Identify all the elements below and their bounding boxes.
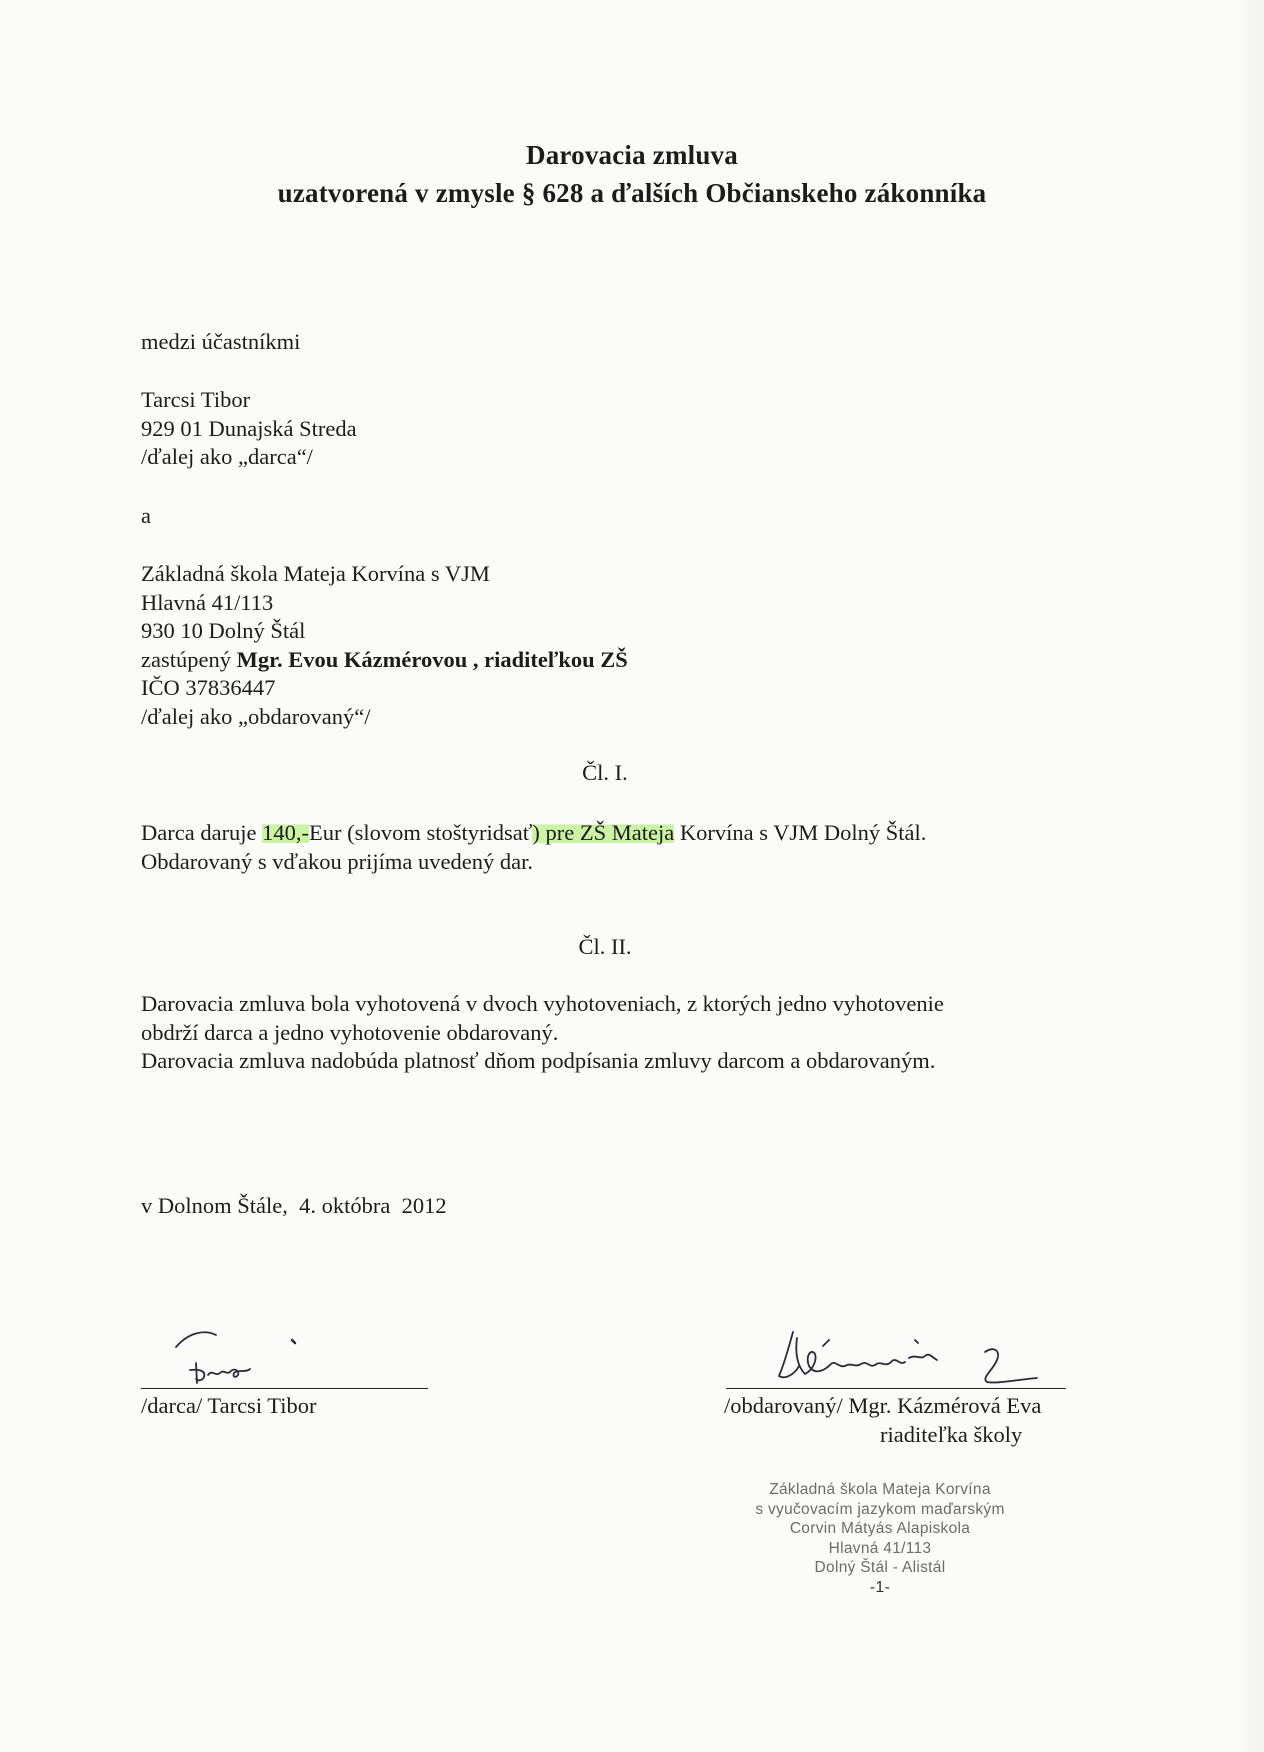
recipient-role: riaditeľka školy: [880, 1422, 1023, 1447]
recipient-block: [141, 560, 628, 731]
recipient-name: Základná škola Mateja Korvína s VJM: [141, 561, 490, 586]
page-number: -1-: [869, 1578, 891, 1596]
donor-signature-image: [160, 1325, 340, 1390]
parties-intro: medzi účastníkmi: [141, 329, 301, 354]
donor-alias: /ďalej ako „darca“/: [141, 444, 313, 469]
donor-name: Tarcsi Tibor: [141, 387, 251, 412]
donor-block: [141, 386, 357, 472]
parties-conjunction: a: [141, 503, 151, 528]
place-date: v Dolnom Štále, 4. októbra 2012: [141, 1193, 447, 1218]
document-title: [0, 136, 1264, 212]
stamp-line-5: Dolný Štál - Alistál: [814, 1559, 946, 1576]
recipient-signature-image: [775, 1310, 1045, 1392]
page-edge-shadow: [1236, 0, 1264, 1752]
article-2-line-3: Darovacia zmluva nadobúda platnosť dňom podpísania zmluvy darcom a obdarovaným.: [141, 1048, 936, 1073]
recipient-representation: [141, 646, 628, 675]
article-1-heading: Čl. I.: [582, 760, 628, 785]
article-2-body: [141, 990, 944, 1076]
recipient-signature-line: [726, 1388, 1066, 1389]
donation-amount-highlight: 140,-: [262, 820, 310, 845]
article-1-line-2: Obdarovaný s vďakou prijíma uvedený dar.: [141, 848, 533, 874]
article-1-text-a: Darca daruje: [141, 820, 257, 845]
recipient-alias: /ďalej ako „obdarovaný“/: [141, 703, 371, 729]
article-1-line-1: [141, 819, 926, 848]
article-1-text-c: Eur (slovom stoštyridsať: [309, 820, 533, 845]
recipient-ico: IČO 37836447: [141, 675, 276, 700]
school-stamp: [700, 1480, 1060, 1597]
stamp-line-1: Základná škola Mateja Korvína: [769, 1481, 991, 1498]
recipient-city: 930 10 Dolný Štál: [141, 618, 306, 643]
recipient-street: Hlavná 41/113: [141, 589, 274, 615]
article-2-line-1: Darovacia zmluva bola vyhotovená v dvoch vyhotoveniach, z ktorých jedno vyhotovenie: [141, 991, 944, 1016]
article-1-text-e: Korvína s VJM Dolný Štál.: [679, 820, 927, 845]
title-line-1: Darovacia zmluva: [526, 140, 738, 170]
recipient-highlight: ) pre ZŠ Mateja: [532, 820, 675, 845]
donor-signature-caption: /darca/ Tarcsi Tibor: [141, 1393, 317, 1418]
donor-address: 929 01 Dunajská Streda: [141, 415, 357, 441]
stamp-line-2: s vyučovacím jazykom maďarským: [755, 1500, 1005, 1518]
donor-signature-line: [141, 1388, 428, 1389]
article-2-heading: Čl. II.: [578, 934, 632, 959]
represented-prefix: zastúpený: [141, 646, 231, 672]
title-line-2: uzatvorená v zmysle § 628 a ďalších Občianskeho zákonníka: [277, 178, 987, 208]
article-1-body: [141, 819, 926, 876]
stamp-line-4: Hlavná 41/113: [828, 1539, 932, 1557]
represented-by: Mgr. Evou Kázmérovou , riaditeľkou ZŠ: [236, 646, 628, 672]
recipient-signature-caption: /obdarovaný/ Mgr. Kázmérová Eva: [724, 1393, 1042, 1418]
article-2-line-2: obdrží darca a jedno vyhotovenie obdarovaný.: [141, 1019, 559, 1045]
stamp-line-3: Corvin Mátyás Alapiskola: [789, 1520, 971, 1537]
